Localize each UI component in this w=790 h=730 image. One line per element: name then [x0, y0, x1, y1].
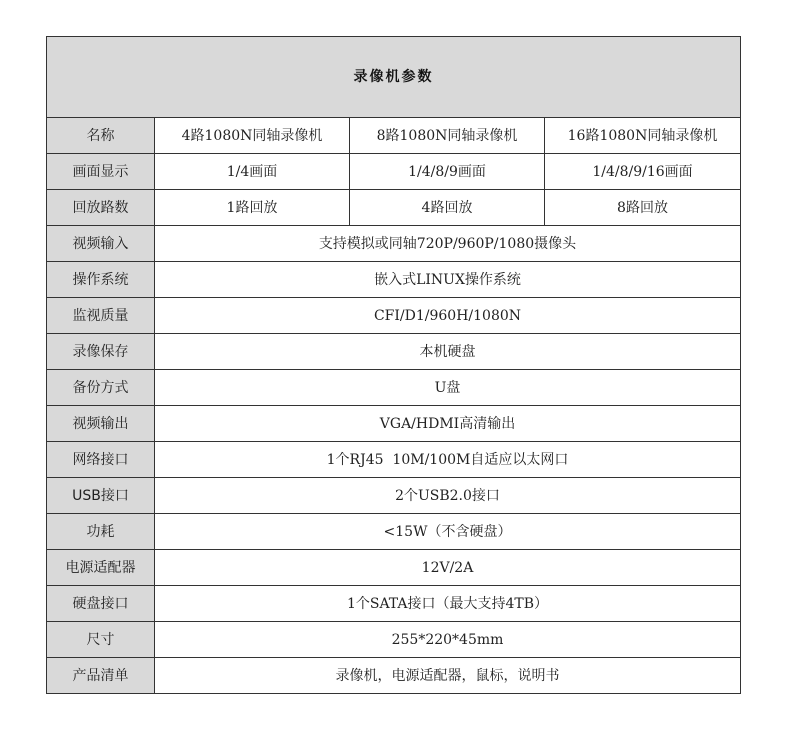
row-label: 视频输入	[47, 226, 155, 262]
row-value: 支持模拟或同轴720P/960P/1080摄像头	[155, 226, 741, 262]
model-4ch-name: 4路1080N同轴录像机	[155, 118, 350, 154]
row-value: 录像机，电源适配器，鼠标，说明书	[155, 658, 741, 694]
row-label: 名称	[47, 118, 155, 154]
row-label: 录像保存	[47, 334, 155, 370]
table-row-playback	[47, 190, 741, 226]
row-label: 回放路数	[47, 190, 155, 226]
row-value: 12V/2A	[155, 550, 741, 586]
row-value: 2个USB2.0接口	[155, 478, 741, 514]
display-value-8ch: 1/4/8/9画面	[350, 154, 545, 190]
table-row-storage	[47, 334, 741, 370]
row-label: 操作系统	[47, 262, 155, 298]
row-label: 视频输出	[47, 406, 155, 442]
table-row-adapter	[47, 550, 741, 586]
table-row-video-output	[47, 406, 741, 442]
playback-value-8ch: 4路回放	[350, 190, 545, 226]
table-row-name	[47, 118, 741, 154]
table-row-quality	[47, 298, 741, 334]
table-row-size	[47, 622, 741, 658]
model-16ch-name: 16路1080N同轴录像机	[545, 118, 741, 154]
row-label: USB接口	[47, 478, 155, 514]
playback-value-16ch: 8路回放	[545, 190, 741, 226]
table-row-video-input	[47, 226, 741, 262]
spec-table	[46, 36, 741, 694]
playback-value-4ch: 1路回放	[155, 190, 350, 226]
row-value: 255*220*45mm	[155, 622, 741, 658]
row-label: 画面显示	[47, 154, 155, 190]
page-title: 录像机参数	[47, 37, 741, 118]
table-row-backup	[47, 370, 741, 406]
display-value-4ch: 1/4画面	[155, 154, 350, 190]
title-row	[47, 37, 741, 118]
row-value: <15W（不含硬盘）	[155, 514, 741, 550]
display-value-16ch: 1/4/8/9/16画面	[545, 154, 741, 190]
table-row-usb	[47, 478, 741, 514]
row-label: 功耗	[47, 514, 155, 550]
row-label: 备份方式	[47, 370, 155, 406]
table-row-power	[47, 514, 741, 550]
table-row-os	[47, 262, 741, 298]
model-8ch-name: 8路1080N同轴录像机	[350, 118, 545, 154]
row-value: VGA/HDMI高清输出	[155, 406, 741, 442]
row-value: 嵌入式LINUX操作系统	[155, 262, 741, 298]
row-value: 1个SATA接口（最大支持4TB）	[155, 586, 741, 622]
row-value: CFI/D1/960H/1080N	[155, 298, 741, 334]
table-row-package	[47, 658, 741, 694]
row-label: 硬盘接口	[47, 586, 155, 622]
row-value: 本机硬盘	[155, 334, 741, 370]
table-row-network	[47, 442, 741, 478]
row-label: 产品清单	[47, 658, 155, 694]
table-row-display	[47, 154, 741, 190]
row-label: 监视质量	[47, 298, 155, 334]
row-value: 1个RJ45 10M/100M自适应以太网口	[155, 442, 741, 478]
row-label: 网络接口	[47, 442, 155, 478]
row-label: 尺寸	[47, 622, 155, 658]
row-label: 电源适配器	[47, 550, 155, 586]
row-value: U盘	[155, 370, 741, 406]
table-row-hdd	[47, 586, 741, 622]
